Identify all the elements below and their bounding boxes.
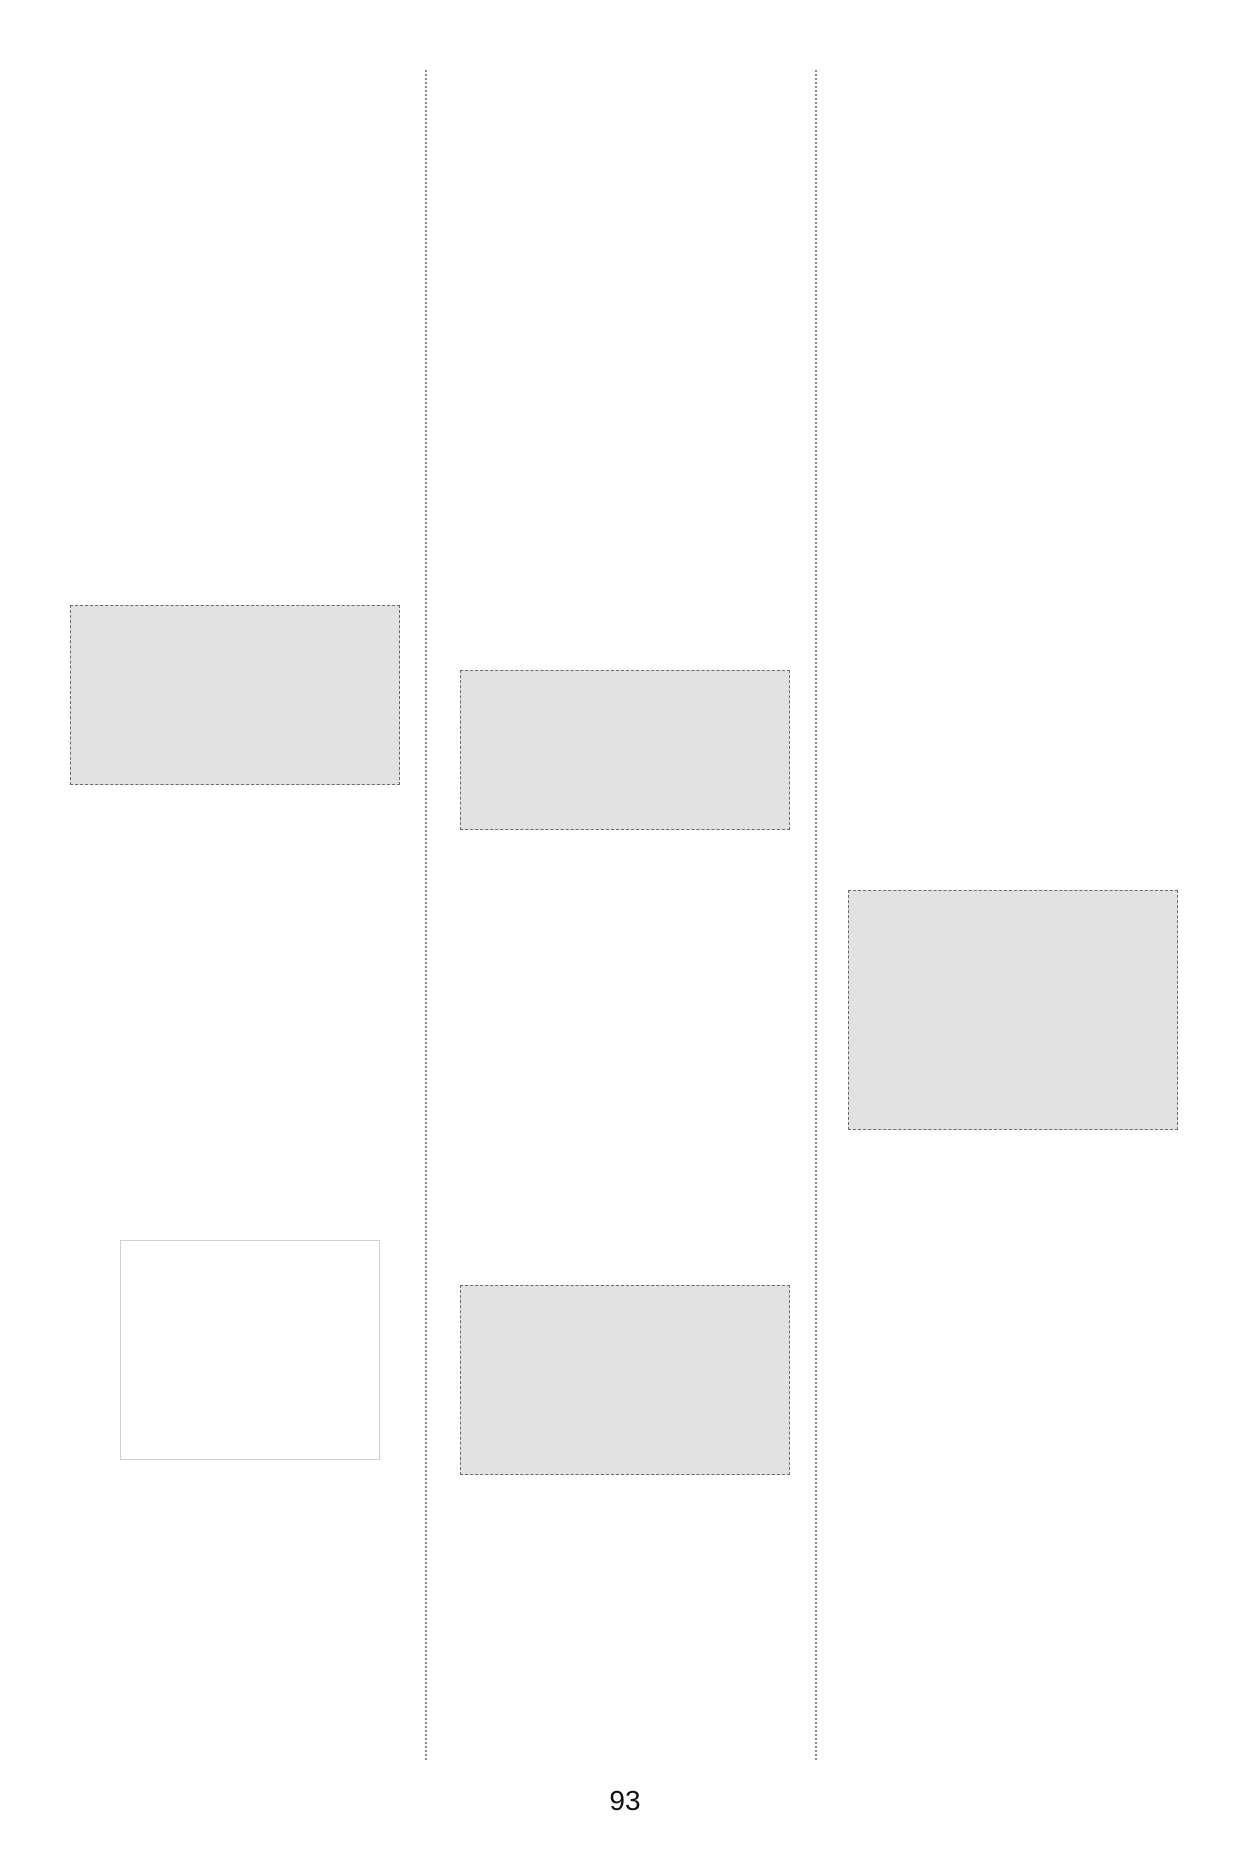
figure-placeholder	[120, 1240, 380, 1460]
page-column	[848, 60, 1178, 1780]
page-column	[70, 60, 400, 1780]
callout-box	[460, 1285, 790, 1475]
column-divider	[425, 70, 427, 1760]
callout-box	[848, 890, 1178, 1130]
column-divider	[815, 70, 817, 1760]
page-column	[460, 60, 790, 1780]
callout-box	[460, 670, 790, 830]
callout-box	[70, 605, 400, 785]
page-number: 93	[609, 1785, 641, 1816]
